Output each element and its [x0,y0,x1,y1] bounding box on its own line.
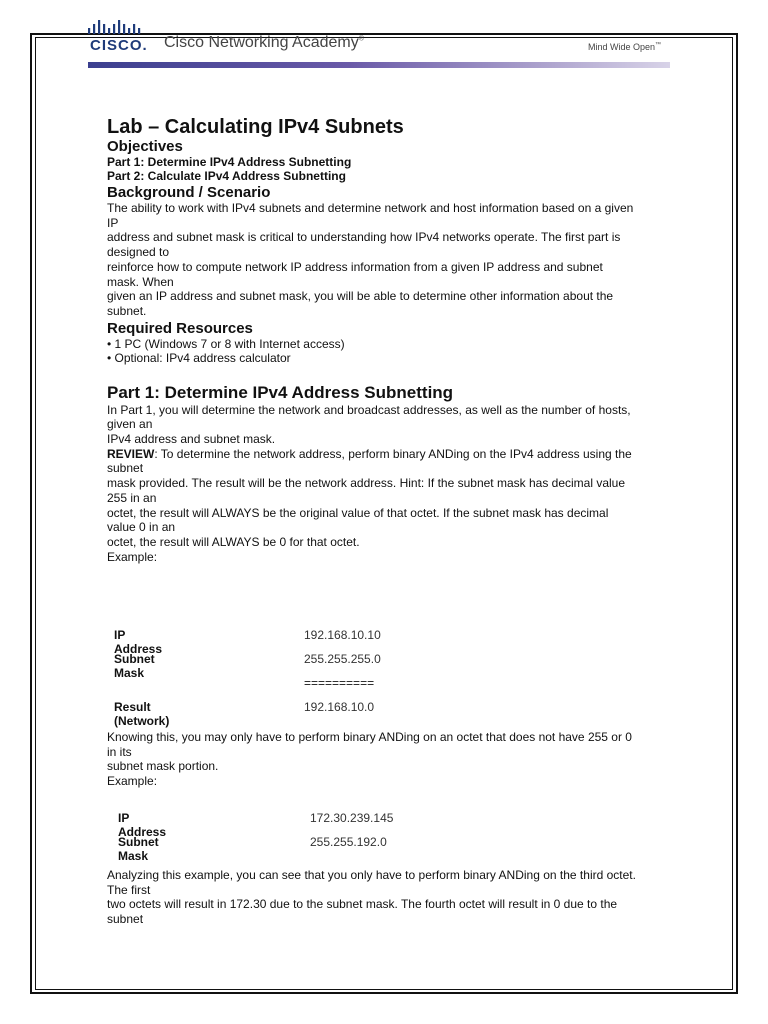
analyzing-line: two octets will result in 172.30 due to the subnet mask. The fourth octet will result in 0 due to the [107,897,618,912]
background-line: mask. When [107,274,174,289]
document-body [107,115,667,564]
part1-intro-line: IPv4 address and subnet mask. [107,432,276,447]
background-line: The ability to work with IPv4 subnets and determine network and host information based on a given [107,201,634,215]
tagline: Mind Wide Open™ [588,42,662,52]
background-line: designed to [107,245,170,260]
background-line: IP [107,215,119,230]
ip-address-label: IP Address [118,811,167,839]
analyzing-line: The first [107,882,151,897]
subnet-mask-label: Subnet Mask [114,652,155,680]
part1-intro-line: given an [107,417,153,432]
objective-part1: Part 1: Determine IPv4 Address Subnetting [107,155,352,169]
result-network-value: 192.168.10.0 [304,700,375,714]
resource-item: • Optional: IPv4 address calculator [107,350,291,365]
subnet-mask-value: 255.255.192.0 [310,835,387,849]
resources-heading: Required Resources [107,319,253,337]
background-line: given an IP address and subnet mask, you will be able to determine other information about the [107,289,614,304]
knowing-line: in its [107,744,132,759]
ip-address-value: 192.168.10.10 [304,628,381,642]
review-line: octet, the result will ALWAYS be 0 for that octet. [107,534,360,549]
objectives-heading: Objectives [107,138,183,155]
header-gradient-rule [88,62,670,68]
review-line: REVIEW: To determine the network address, perform binary ANDing on the IPv4 address using the [107,446,632,461]
review-line: 255 in an [107,490,157,505]
subnet-mask-value: 255.255.255.0 [304,652,381,666]
separator: ========== [304,676,375,690]
part1-intro-line: In Part 1, you will determine the network and broadcast addresses, as well as the number of hosts, [107,402,631,417]
analyzing-line: subnet [107,912,144,927]
knowing-line: subnet mask portion. [107,759,219,774]
cisco-logo-text: CISCO. [90,37,148,54]
background-line: reinforce how to compute network IP address information from a given IP address and subnet [107,259,603,274]
objective-part2: Part 2: Calculate IPv4 Address Subnetting [107,169,346,183]
subnet-mask-label: Subnet Mask [118,835,159,863]
knowing-line: Knowing this, you may only have to perform binary ANDing on an octet that does not have 255 or 0 [107,730,632,744]
background-heading: Background / Scenario [107,184,271,201]
review-line: Example: [107,549,158,564]
review-line: mask provided. The result will be the network address. Hint: If the subnet mask has decimal value [107,476,626,491]
result-network-label: Result (Network) [114,700,170,728]
part1-heading: Part 1: Determine IPv4 Address Subnetting [107,382,454,402]
academy-title: Cisco Networking Academy® [164,34,364,51]
background-line: subnet. [107,303,147,318]
resource-item: • 1 PC (Windows 7 or 8 with Internet access) [107,336,345,351]
review-label: REVIEW [107,446,155,461]
review-line: octet, the result will ALWAYS be the original value of that octet. If the subnet mask has decimal [107,505,609,520]
knowing-paragraph [107,730,667,789]
analyzing-line: Analyzing this example, you can see that you only have to perform binary ANDing on the third octet. [107,868,636,882]
ip-address-label: IP Address [114,628,163,656]
page-title: Lab – Calculating IPv4 Subnets [107,116,404,138]
review-line: value 0 in an [107,520,176,535]
analyzing-paragraph [107,868,667,927]
ip-address-value: 172.30.239.145 [310,811,394,825]
background-line: address and subnet mask is critical to understanding how IPv4 networks operate. The first part is [107,230,621,245]
review-line: subnet [107,461,144,476]
knowing-line: Example: [107,774,158,789]
cisco-bridge-logo-icon [88,18,148,34]
